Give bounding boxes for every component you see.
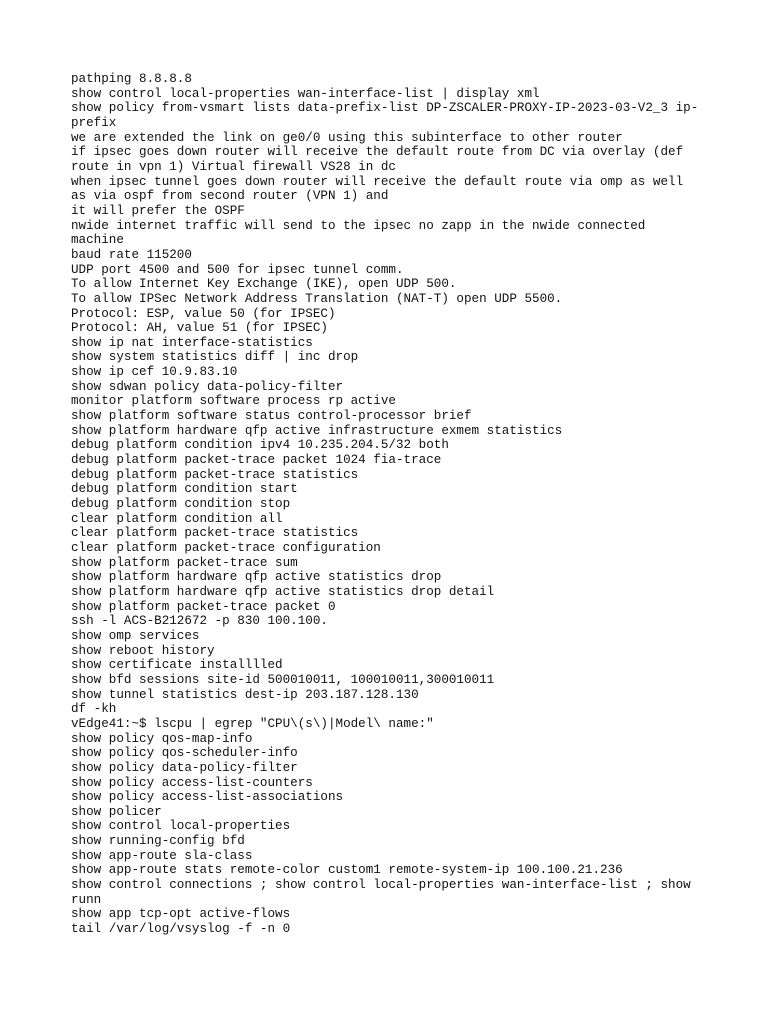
text-line: show platform hardware qfp active infrastructure exmem statistics xyxy=(71,423,563,438)
text-line: show omp services xyxy=(71,628,200,643)
text-line: show control local-properties xyxy=(71,819,291,834)
text-line: runn xyxy=(71,892,102,907)
text-line: clear platform packet-trace configuration xyxy=(71,541,381,555)
text-line: show running-config bfd xyxy=(71,834,245,849)
text-line: show policer xyxy=(71,804,162,819)
text-line: tail /var/log/vsyslog -f -n 0 xyxy=(71,922,291,937)
text-line: show platform hardware qfp active statistics drop xyxy=(71,570,442,585)
text-line: nwide internet traffic will send to the ipsec no zapp in the nwide connected xyxy=(71,218,646,233)
text-line: debug platform condition ipv4 10.235.204.5/32 both xyxy=(71,438,449,453)
text-line: baud rate 115200 xyxy=(71,247,192,262)
text-line: show sdwan policy data-policy-filter xyxy=(71,379,344,394)
text-line: show platform software status control-processor brief xyxy=(71,409,472,424)
text-line: if ipsec goes down router will receive the default route from DC via overlay (def xyxy=(71,145,684,160)
text-lines xyxy=(71,72,711,937)
text-line: route in vpn 1) Virtual firewall VS28 in dc xyxy=(71,159,396,174)
text-line: To allow Internet Key Exchange (IKE), open UDP 500. xyxy=(71,277,457,292)
text-line: show policy data-policy-filter xyxy=(71,760,298,775)
text-line: show reboot history xyxy=(71,643,215,658)
text-line: machine xyxy=(71,233,124,248)
text-line: UDP port 4500 and 500 for ipsec tunnel comm. xyxy=(71,262,404,277)
text-line: vEdge41:~$ lscpu | egrep "CPU\(s\)|Model\ name:" xyxy=(71,716,434,731)
text-line: clear platform condition all xyxy=(71,511,283,526)
text-line: To allow IPSec Network Address Translation (NAT-T) open UDP 5500. xyxy=(71,291,563,306)
text-line: it will prefer the OSPF xyxy=(71,203,245,218)
text-line: show policy qos-scheduler-info xyxy=(71,746,298,761)
text-line: show app tcp-opt active-flows xyxy=(71,907,291,922)
text-line: prefix xyxy=(71,115,117,130)
text-line: when ipsec tunnel goes down router will receive the default route via omp as well xyxy=(71,174,684,189)
text-line: show app-route sla-class xyxy=(71,848,253,863)
text-line: show policy qos-map-info xyxy=(71,731,253,746)
text-line: as via ospf from second router (VPN 1) and xyxy=(71,189,389,204)
text-line: show ip cef 10.9.83.10 xyxy=(71,365,238,380)
text-line: show platform hardware qfp active statistics drop detail xyxy=(71,584,495,599)
text-line: show policy access-list-counters xyxy=(71,775,313,790)
text-line: we are extended the link on ge0/0 using this subinterface to other router xyxy=(71,130,623,145)
text-line: show platform packet-trace packet 0 xyxy=(71,599,336,614)
text-line: ssh -l ACS-B212672 -p 830 100.100. xyxy=(71,614,328,629)
text-line: df -kh xyxy=(71,702,117,717)
text-line: debug platform condition stop xyxy=(71,497,291,512)
text-line: show policy access-list-associations xyxy=(71,790,344,805)
text-line: show ip nat interface-statistics xyxy=(71,335,313,350)
text-line: clear platform packet-trace statistics xyxy=(71,526,359,541)
text-line: show control connections ; show control local-properties wan-interface-list ; show xyxy=(71,878,691,893)
text-line: pathping 8.8.8.8 xyxy=(71,72,192,86)
text-line: show bfd sessions site-id 500010011, 100010011,300010011 xyxy=(71,672,495,687)
text-line: debug platform packet-trace packet 1024 fia-trace xyxy=(71,453,442,468)
text-line: debug platform condition start xyxy=(71,482,298,497)
document-page xyxy=(71,72,711,937)
text-line: show system statistics diff | inc drop xyxy=(71,350,359,365)
text-line: Protocol: AH, value 51 (for IPSEC) xyxy=(71,321,328,336)
text-line: show control local-properties wan-interface-list | display xml xyxy=(71,86,540,101)
text-line: monitor platform software process rp active xyxy=(71,394,396,409)
text-line: Protocol: ESP, value 50 (for IPSEC) xyxy=(71,306,336,321)
text-line: debug platform packet-trace statistics xyxy=(71,467,359,482)
text-line: show tunnel statistics dest-ip 203.187.128.130 xyxy=(71,687,419,702)
text-line: show certificate installlled xyxy=(71,658,283,673)
text-line: show app-route stats remote-color custom1 remote-system-ip 100.100.21.236 xyxy=(71,863,623,878)
text-line: show platform packet-trace sum xyxy=(71,555,298,570)
text-line: show policy from-vsmart lists data-prefix-list DP-ZSCALER-PROXY-IP-2023-03-V2_3 ip- xyxy=(71,101,699,116)
